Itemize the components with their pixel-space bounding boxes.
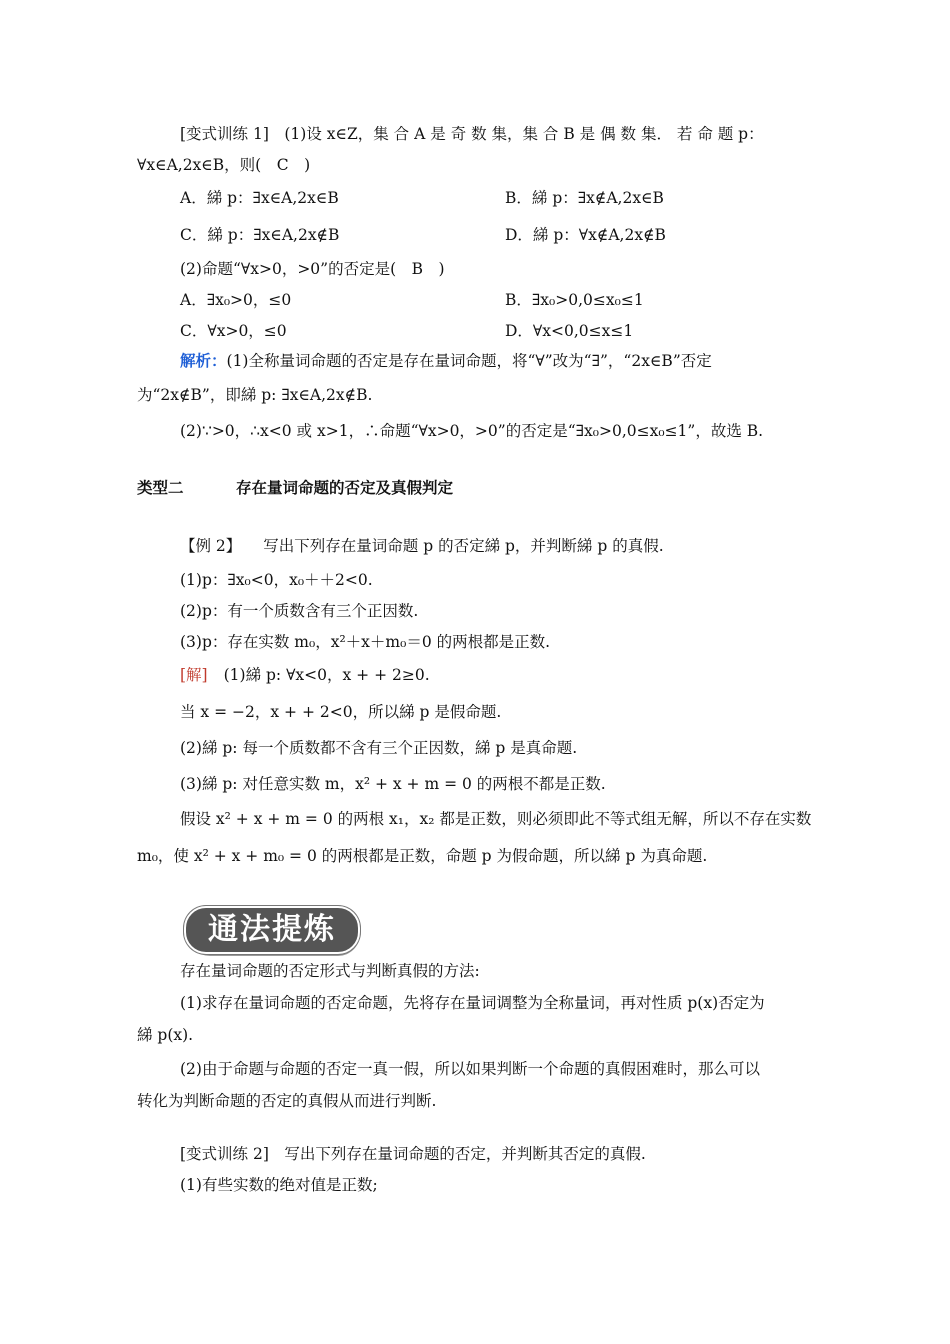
example2-text: 写出下列存在量词命题 p 的否定綈 p，并判断綈 p 的真假.: [263, 537, 664, 555]
example2-sol4: (3)綈 p: 对任意实数 m，x² + x + m = 0 的两根不都是正数.: [180, 775, 606, 793]
example2-sol2: 当 x = −2，x + + 2<0，所以綈 p 是假命题.: [180, 703, 502, 721]
banner-title: 通法提炼: [184, 906, 360, 954]
example2-sol3: (2)綈 p: 每一个质数都不含有三个正因数，綈 p 是真命题.: [180, 739, 578, 757]
example2-p3: (3)p：存在实数 m₀，x²＋x＋m₀＝0 的两根都是正数.: [180, 633, 551, 651]
method-1b: 綈 p(x).: [137, 1026, 194, 1044]
example2-sol1: (1)綈 p: ∀x<0，x + + 2≥0.: [223, 666, 430, 684]
q2-option-c: C．∀x>0，≤0: [180, 322, 287, 340]
method-banner: [184, 906, 360, 956]
option-d: D．綈 p：∀x∉A,2x∉B: [505, 226, 666, 244]
variant1-line2: ∀x∈A,2x∈B，则( C ): [137, 156, 311, 174]
variant1-line1: [变式训练 1] (1)设 x∈Z，集 合 A 是 奇 数 集，集 合 B 是 偶 数 集． 若 命 题 p：: [180, 125, 764, 143]
option-b: B．綈 p：∃x∉A,2x∈B: [505, 189, 664, 207]
section-type-label: 类型二: [137, 479, 184, 497]
option-c: C．綈 p：∃x∈A,2x∉B: [180, 226, 340, 244]
example2-p2: (2)p：有一个质数含有三个正因数.: [180, 602, 419, 620]
method-2b: 转化为判断命题的否定的真假从而进行判断.: [137, 1092, 437, 1110]
q2-option-d: D．∀x<0,0≤x≤1: [505, 322, 634, 340]
method-2a: (2)由于命题与命题的否定一真一假，所以如果判断一个命题的真假困难时，那么可以: [180, 1060, 760, 1078]
variant2-line1: [变式训练 2] 写出下列存在量词命题的否定，并判断其否定的真假.: [180, 1145, 646, 1163]
example2-p1: (1)p：∃x₀<0，x₀＋＋2<0.: [180, 571, 373, 589]
method-intro: 存在量词命题的否定形式与判断真假的方法:: [180, 962, 480, 980]
q2-option-b: B．∃x₀>0,0≤x₀≤1: [505, 291, 644, 309]
example2-line: [180, 535, 664, 557]
solution-line2: 为“2x∉B”，即綈 p: ∃x∈A,2x∉B.: [137, 386, 373, 404]
solution-text1: (1)全称量词命题的否定是存在量词命题，将“∀”改为“∃”，“2x∈B”否定: [226, 352, 712, 370]
example2-sol-label: [解]: [180, 666, 208, 684]
example2-sol1-line: [180, 664, 430, 686]
option-a: A．綈 p：∃x∈A,2x∈B: [180, 189, 339, 207]
q2-option-a: A．∃x₀>0，≤0: [180, 291, 292, 309]
question-2: (2)命题“∀x>0，>0”的否定是( B ): [180, 260, 445, 278]
example2-label: 【例 2】: [180, 537, 242, 555]
section-title: 存在量词命题的否定及真假判定: [236, 479, 454, 497]
example2-sol5: 假设 x² + x + m = 0 的两根 x₁，x₂ 都是正数，则必须即此不等式组无解，所以不存在实数: [180, 810, 812, 828]
method-1a: (1)求存在量词命题的否定命题，先将存在量词调整为全称量词，再对性质 p(x)否定为: [180, 994, 765, 1012]
example2-sol6: m₀，使 x² + x + m₀ = 0 的两根都是正数，命题 p 为假命题，所以綈 p 为真命题.: [137, 847, 708, 865]
solution-label: 解析：: [180, 351, 227, 370]
variant2-line2: (1)有些实数的绝对值是正数;: [180, 1176, 378, 1194]
solution-line1: [180, 350, 712, 372]
solution-line3: (2)∵>0，∴x<0 或 x>1，∴命题“∀x>0，>0”的否定是“∃x₀>0,0≤x₀≤1”，故选 B.: [180, 422, 764, 440]
